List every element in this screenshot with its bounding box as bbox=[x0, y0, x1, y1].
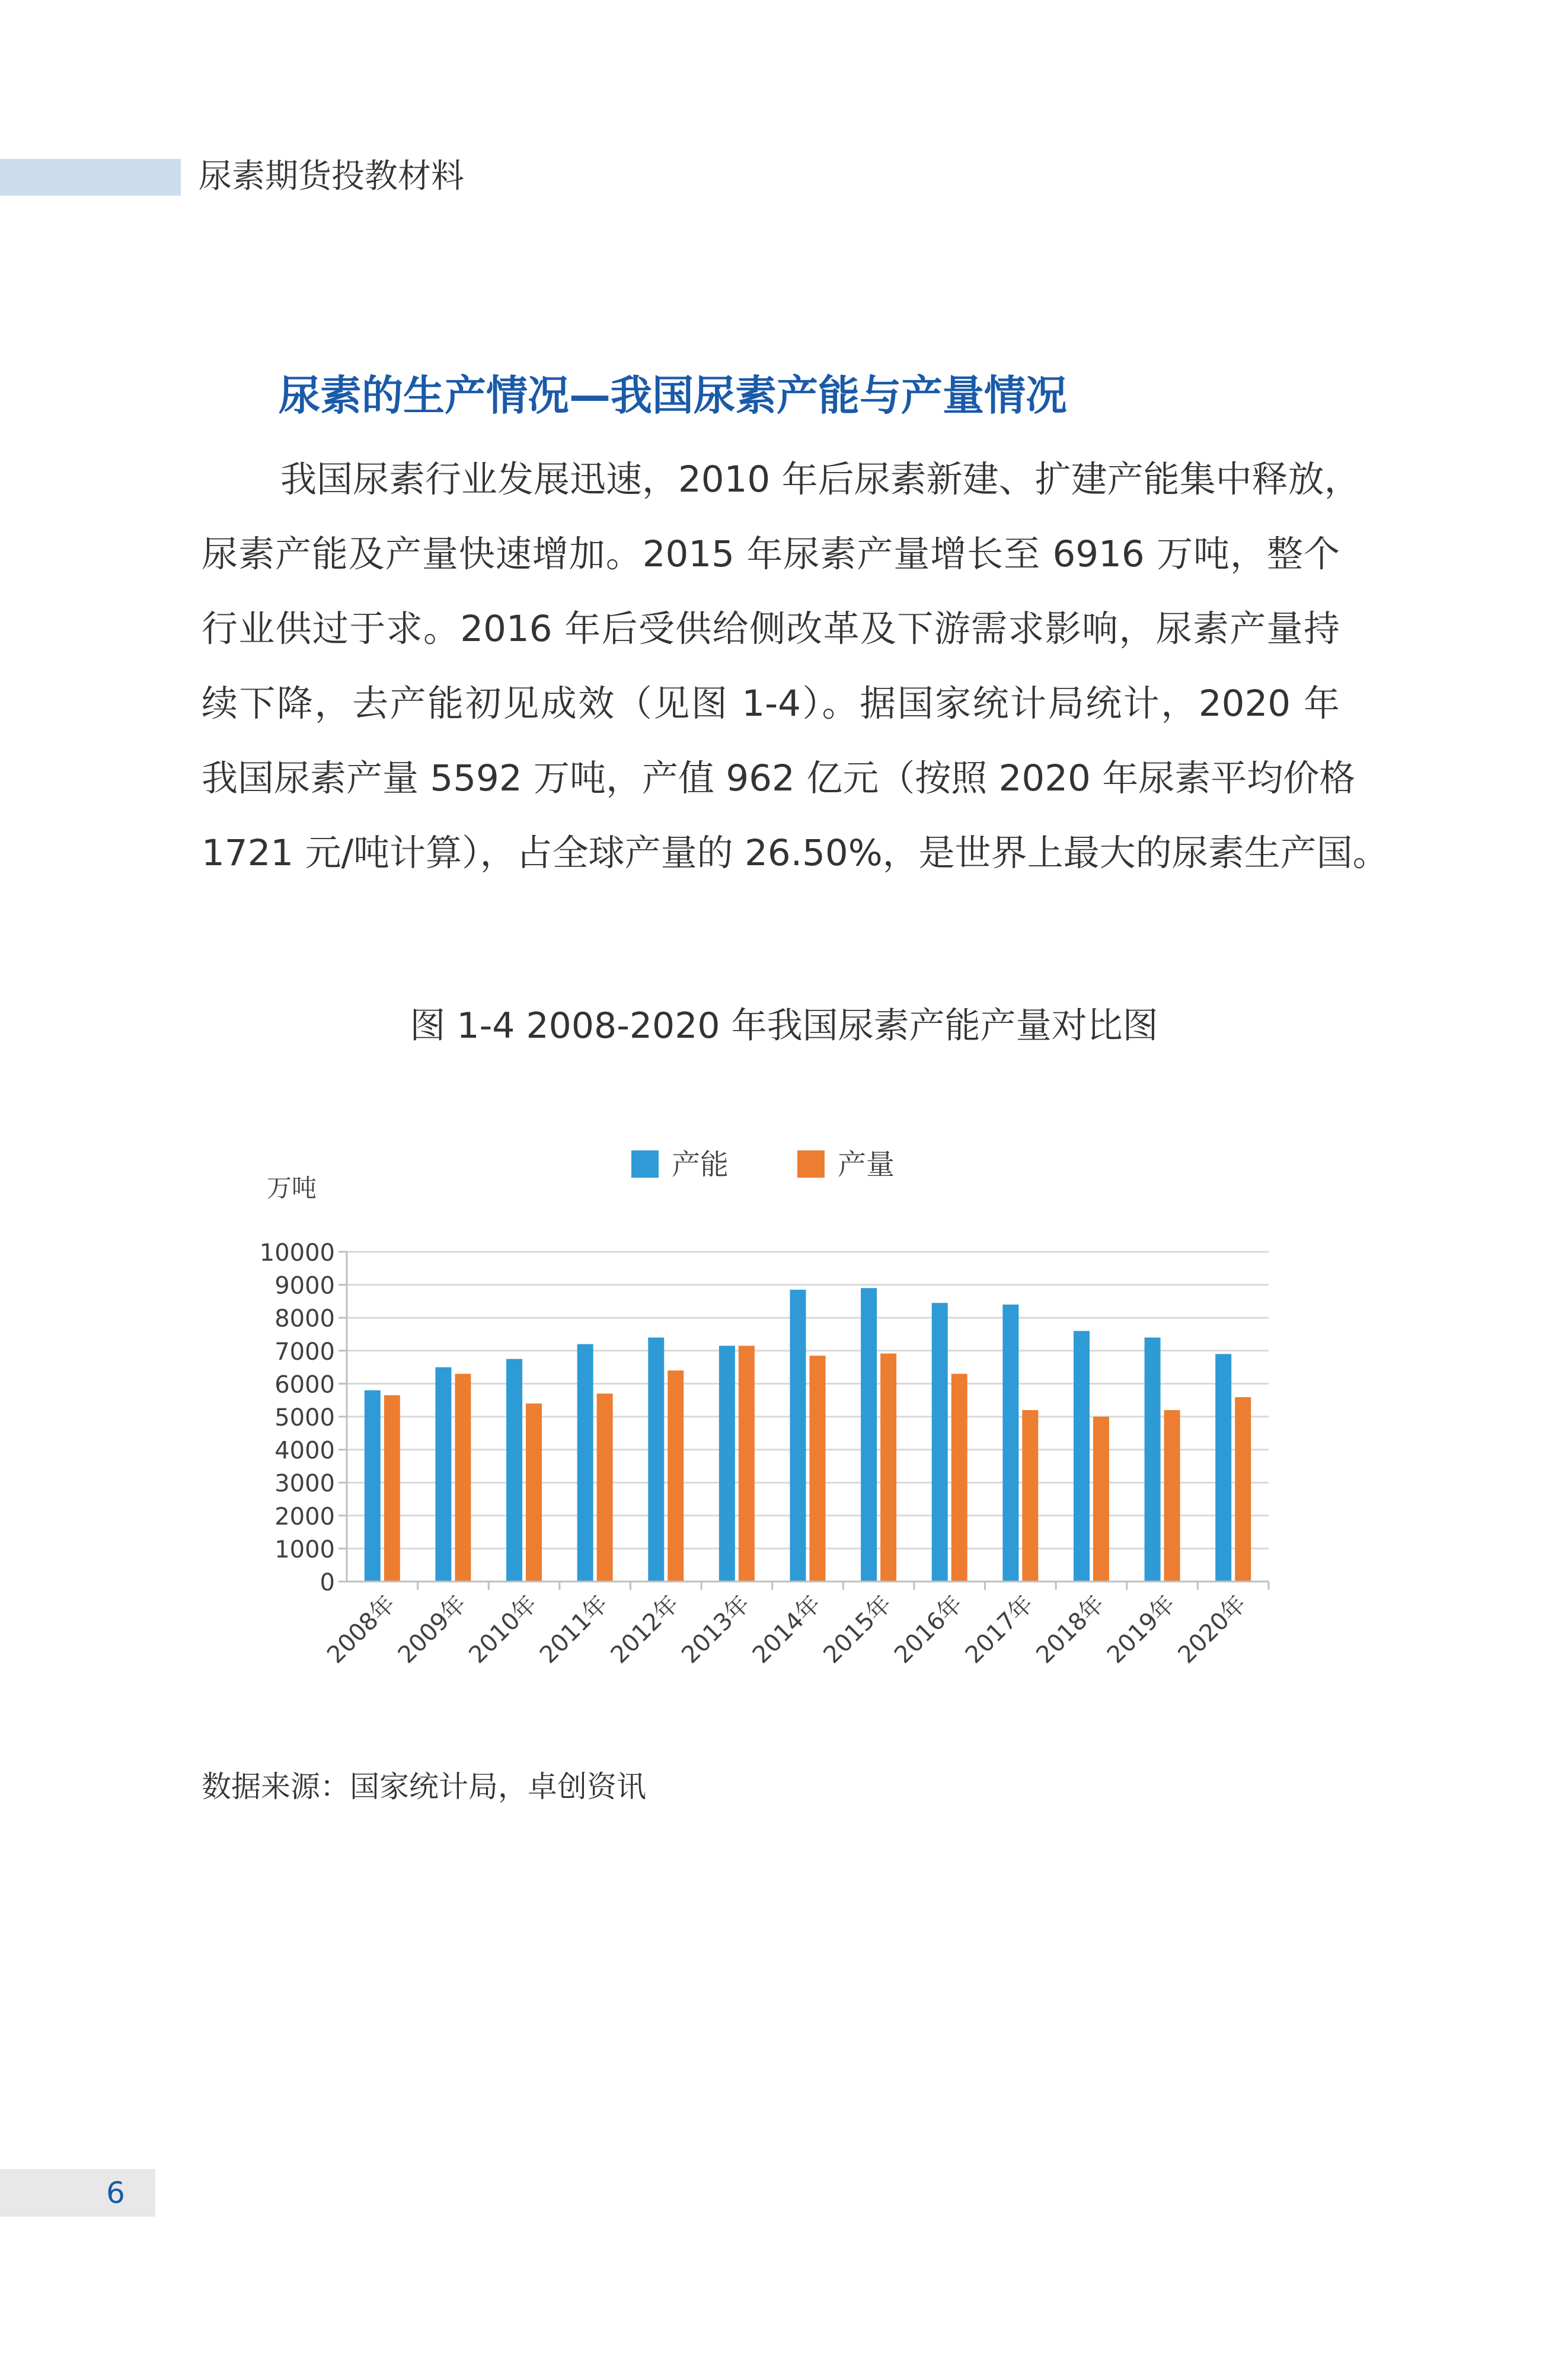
x-tick-label: 2017年 bbox=[960, 1590, 1039, 1669]
bar-capacity bbox=[1074, 1331, 1090, 1582]
x-tick-label: 2008年 bbox=[322, 1590, 401, 1669]
chart-grid bbox=[347, 1252, 1269, 1582]
x-tick-label: 2016年 bbox=[889, 1590, 968, 1669]
x-tick-label: 2019年 bbox=[1101, 1590, 1181, 1669]
y-tick-label: 10000 bbox=[259, 1239, 335, 1267]
bar-output bbox=[1093, 1417, 1109, 1582]
x-tick-label: 2013年 bbox=[676, 1590, 755, 1669]
x-tick-label: 2014年 bbox=[747, 1590, 826, 1669]
paragraph-line: 尿素产能及产量快速增加。2015 年尿素产量增长至 6916 万吨，整个 bbox=[202, 533, 1340, 575]
bar-capacity bbox=[719, 1346, 735, 1582]
header-title: 尿素期货投教材料 bbox=[199, 157, 464, 196]
y-tick-label: 7000 bbox=[274, 1338, 335, 1366]
x-tick-label: 2009年 bbox=[392, 1590, 472, 1669]
x-tick-label: 2011年 bbox=[534, 1590, 614, 1669]
legend-swatch bbox=[797, 1150, 825, 1178]
x-tick-label: 2010年 bbox=[464, 1590, 543, 1669]
chart-legend bbox=[631, 1148, 895, 1181]
source-note: 数据来源：国家统计局，卓创资讯 bbox=[202, 1769, 646, 1804]
bar-capacity bbox=[648, 1338, 664, 1582]
y-tick-label: 9000 bbox=[274, 1272, 335, 1300]
bar-output bbox=[384, 1395, 400, 1582]
bar-output bbox=[1022, 1410, 1038, 1582]
chart-bars bbox=[365, 1288, 1251, 1582]
legend-label: 产能 bbox=[672, 1148, 729, 1181]
bar-capacity bbox=[1002, 1305, 1018, 1582]
paragraph-line: 行业供过于求。2016 年后受供给侧改革及下游需求影响，尿素产量持 bbox=[202, 608, 1340, 650]
bar-capacity bbox=[790, 1290, 806, 1582]
y-tick-label: 0 bbox=[320, 1569, 335, 1596]
bar-output bbox=[668, 1370, 684, 1582]
bar-output bbox=[597, 1394, 613, 1582]
paragraph-line: 我国尿素行业发展迅速，2010 年后尿素新建、扩建产能集中释放， bbox=[280, 458, 1361, 500]
y-tick-label: 2000 bbox=[274, 1503, 335, 1531]
bar-capacity bbox=[861, 1288, 877, 1582]
bar-capacity bbox=[577, 1344, 593, 1582]
y-tick-label: 1000 bbox=[274, 1536, 335, 1564]
legend-swatch bbox=[631, 1150, 659, 1178]
bar-capacity bbox=[932, 1303, 948, 1582]
x-tick-label: 2015年 bbox=[818, 1590, 898, 1669]
bar-capacity bbox=[506, 1359, 522, 1582]
y-tick-label: 5000 bbox=[274, 1404, 335, 1431]
y-tick-label: 4000 bbox=[274, 1437, 335, 1465]
bar-output bbox=[739, 1346, 755, 1582]
bar-output bbox=[1235, 1397, 1251, 1582]
bar-capacity bbox=[1145, 1338, 1161, 1582]
bar-capacity bbox=[365, 1391, 381, 1582]
bar-capacity bbox=[1215, 1354, 1231, 1582]
paragraph-line: 1721 元/吨计算），占全球产量的 26.50%，是世界上最大的尿素生产国。 bbox=[202, 832, 1389, 874]
legend-label: 产量 bbox=[838, 1148, 895, 1181]
page-number: 6 bbox=[106, 2176, 125, 2210]
bar-output bbox=[1164, 1410, 1180, 1582]
x-tick-label: 2012年 bbox=[605, 1590, 685, 1669]
section-heading: 尿素的生产情况—我国尿素产能与产量情况 bbox=[279, 371, 1067, 420]
y-tick-label: 8000 bbox=[274, 1305, 335, 1333]
y-axis-unit-label: 万吨 bbox=[267, 1174, 317, 1203]
x-tick-label: 2018年 bbox=[1031, 1590, 1110, 1669]
bar-output bbox=[810, 1356, 826, 1582]
bar-output bbox=[455, 1374, 471, 1582]
x-tick-label: 2020年 bbox=[1173, 1590, 1252, 1669]
y-tick-label: 6000 bbox=[274, 1371, 335, 1399]
bar-capacity bbox=[435, 1367, 451, 1582]
y-tick-label: 3000 bbox=[274, 1470, 335, 1498]
paragraph-line: 我国尿素产量 5592 万吨，产值 962 亿元（按照 2020 年尿素平均价格 bbox=[202, 757, 1356, 799]
bar-output bbox=[951, 1374, 967, 1582]
bar-output bbox=[880, 1353, 896, 1582]
bar-output bbox=[526, 1404, 542, 1582]
paragraph-line: 续下降，去产能初见成效（见图 1-4）。据国家统计局统计，2020 年 bbox=[202, 683, 1340, 725]
figure-caption: 图 1-4 2008-2020 年我国尿素产能产量对比图 bbox=[410, 1005, 1158, 1047]
